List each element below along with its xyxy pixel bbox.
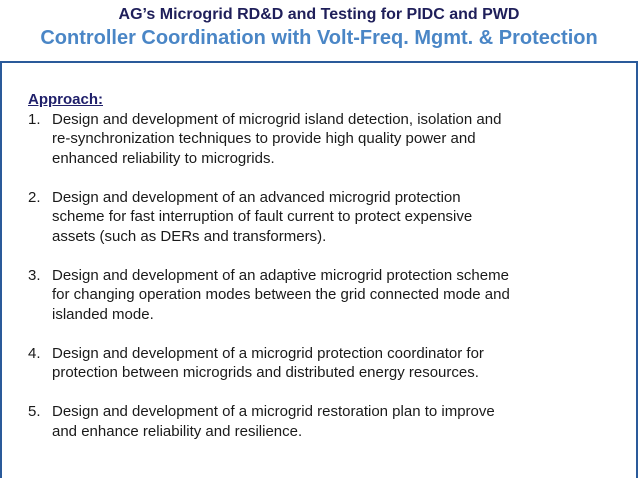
slide-body [28,90,618,441]
list-item-line: Design and development of a microgrid protection coordinator for [52,344,484,362]
list-item [28,266,618,325]
list-item-number: 5. [28,403,41,420]
list-item-line: and enhance reliability and resilience. [52,422,303,440]
list-item-line: scheme for fast interruption of fault current to protect expensive [52,208,473,225]
list-item-number: 2. [28,188,41,206]
list-item-line: enhanced reliability to microgrids. [52,149,275,167]
list-item [28,188,618,247]
list-item [28,344,618,383]
list-item [28,402,618,441]
list-item-text [52,266,618,325]
list-item-line: protection between microgrids and distributed energy resources. [52,364,479,381]
list-item-line: islanded mode. [52,305,154,323]
list-item-line: re-synchronization techniques to provide high quality power and [52,130,476,147]
list-item-number: 3. [28,266,41,284]
list-item-line: Design and development of an advanced microgrid protection [52,188,461,206]
list-item-text [52,188,618,247]
list-item-line: assets (such as DERs and transformers). [52,227,327,245]
list-item-number: 1. [28,110,41,128]
slide-kicker: AG’s Microgrid RD&D and Testing for PIDC and PWD [118,6,520,23]
list-item-line: for changing operation modes between the grid connected mode and [52,286,510,303]
frame-left-border [0,61,2,478]
approach-heading: Approach: [28,91,103,108]
list-item-text [52,110,618,169]
list-item-line: Design and development of microgrid island detection, isolation and [52,110,502,128]
list-item-line: Design and development of an adaptive microgrid protection scheme [52,266,509,284]
slide-header [0,0,638,50]
list-item-number: 4. [28,344,41,362]
header-divider [0,61,638,63]
list-item [28,110,618,169]
slide-title: Controller Coordination with Volt-Freq. Mgmt. & Protection [40,27,598,49]
list-item-text [52,344,618,383]
list-item-line: Design and development of a microgrid restoration plan to improve [52,403,495,420]
list-item-text [52,402,618,441]
